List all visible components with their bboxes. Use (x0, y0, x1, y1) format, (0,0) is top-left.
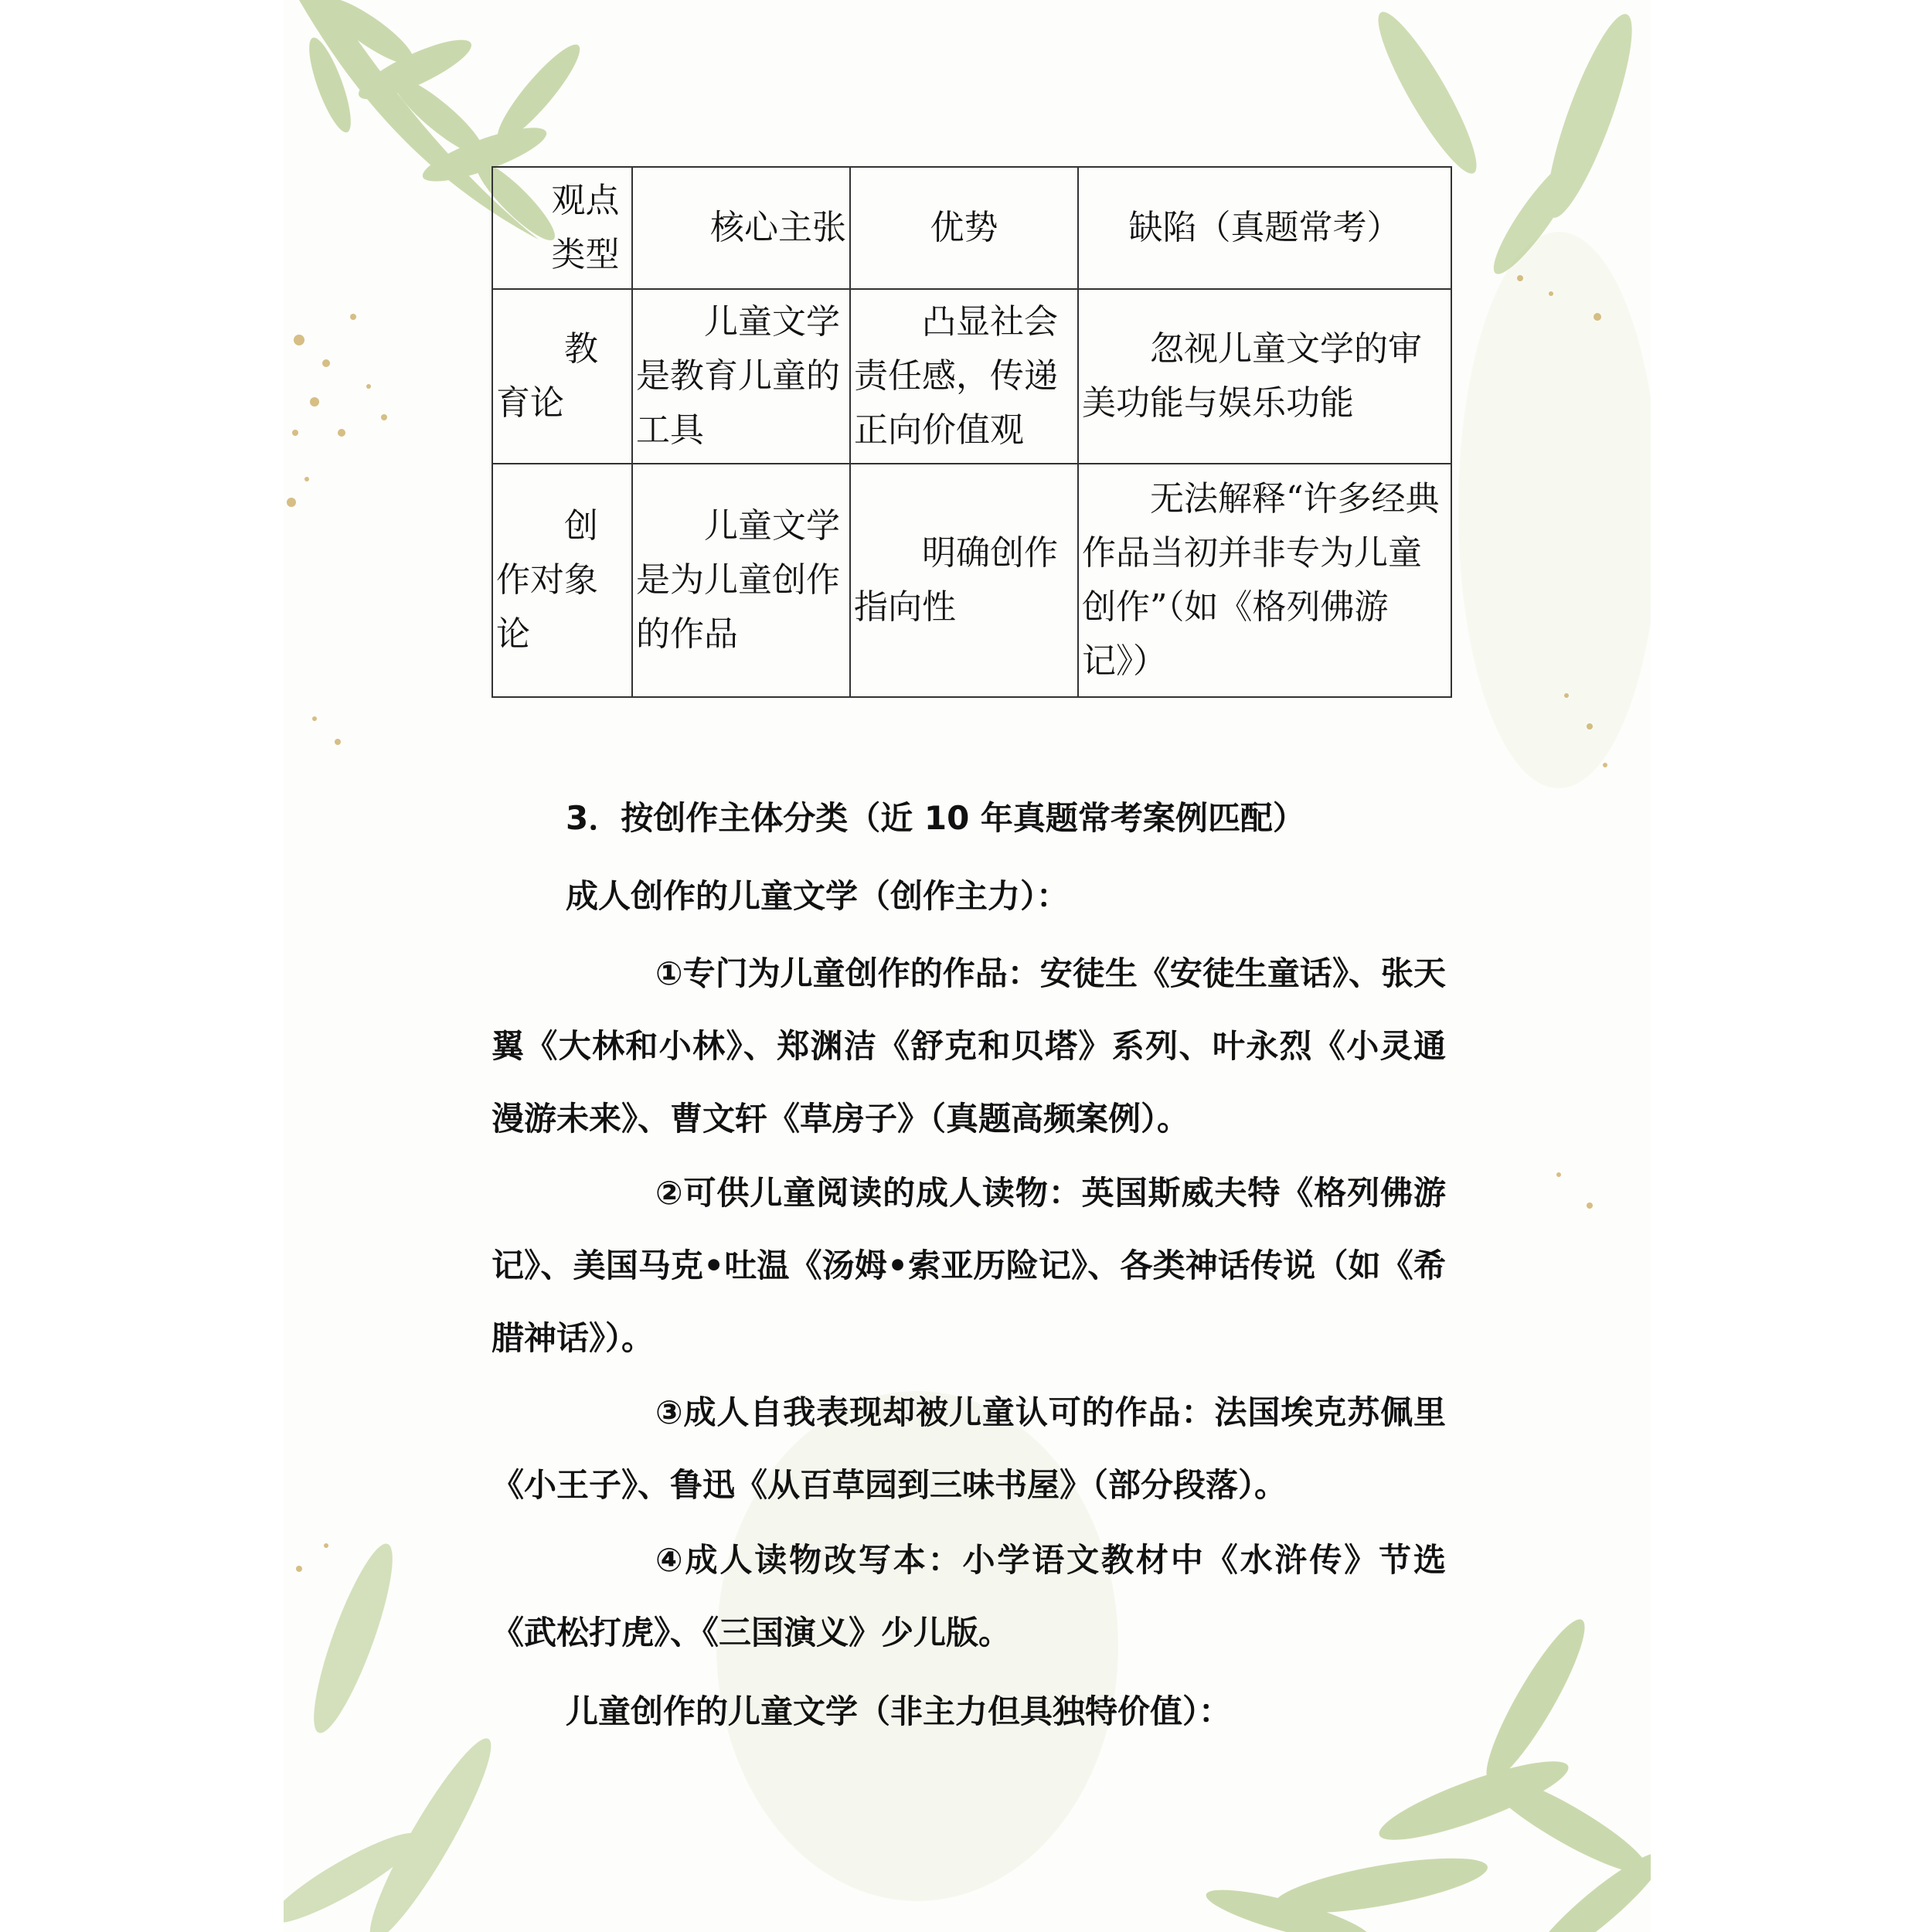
list-item: ④成人读物改写本：小学语文教材中《水浒传》节选《武松打虎》、《三国演义》少儿版。 (492, 1541, 1446, 1651)
child-literature-heading: 儿童创作的儿童文学（非主力但具独特价值）： (566, 1692, 1232, 1730)
table-cell: 无法解释“许多经典作品当初并非专为儿童创作”（如《格列佛游记》） (1078, 464, 1451, 697)
table-row (492, 464, 1451, 697)
list-item: ②可供儿童阅读的成人读物：英国斯威夫特《格列佛游记》、美国马克•吐温《汤姆•索亚历险记》、各类神话传说（如《希腊神话》）。 (492, 1174, 1446, 1357)
table-header-row (492, 167, 1451, 289)
table-header-cell: 观点类型 (492, 167, 632, 289)
viewpoint-table (492, 166, 1452, 698)
list-item: ①专门为儿童创作的作品：安徒生《安徒生童话》、张天翼《大林和小林》、郑渊洁《舒克和贝塔》系列、叶永烈《小灵通漫游未来》、曹文轩《草房子》（真题高频案例）。 (492, 954, 1446, 1138)
table-cell: 儿童文学是教育儿童的工具 (632, 289, 850, 464)
section-heading: 3．按创作主体分类（近 10 年真题常考案例匹配） (566, 799, 1305, 837)
table-cell: 创作对象论 (492, 464, 632, 697)
table-header-cell: 优势 (850, 167, 1078, 289)
table-header-cell: 核心主张 (632, 167, 850, 289)
table-cell: 凸显社会责任感，传递正向价值观 (850, 289, 1078, 464)
table-cell: 明确创作指向性 (850, 464, 1078, 697)
list-item: ③成人自我表现却被儿童认可的作品：法国埃克苏佩里《小王子》、鲁迅《从百草园到三味书屋》（部分段落）。 (492, 1393, 1446, 1504)
table-cell: 教育论 (492, 289, 632, 464)
table-header-cell: 缺陷（真题常考） (1078, 167, 1451, 289)
table-cell: 忽视儿童文学的审美功能与娱乐功能 (1078, 289, 1451, 464)
document-page (284, 0, 1651, 1932)
adult-literature-heading: 成人创作的儿童文学（创作主力）： (566, 877, 1070, 915)
table-row (492, 289, 1451, 464)
table-cell: 儿童文学是为儿童创作的作品 (632, 464, 850, 697)
